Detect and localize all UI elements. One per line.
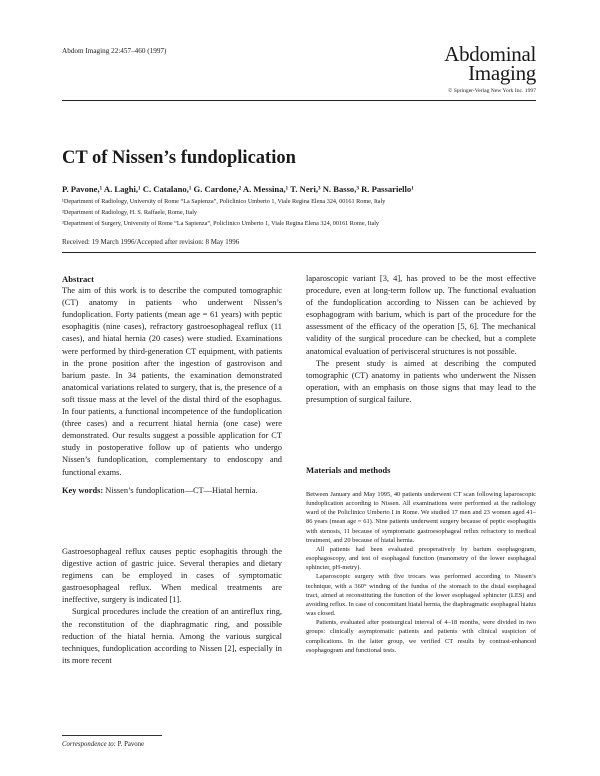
intro-paragraph-2: Surgical procedures include the creation of an antireflux ring, the reconstitution of the diaphragmatic ring, and possible reduction of the hiatal hernia. Among the various surgical techniques, fundoplication according to Nissen [2], especially in its more recent xyxy=(62,607,282,665)
title-block-rule xyxy=(62,252,536,253)
methods-paragraph-2: All patients had been evaluated preoperatively by barium esophagogram, esophagoscopy, and test of esophageal function (manometry of the lower esophageal sphincter, pH-metry). xyxy=(306,545,536,572)
author-list: P. Pavone,¹ A. Laghi,¹ C. Catalano,¹ G. Cardone,² A. Messina,¹ T. Neri,³ N. Basso,³ R. Passariello¹ xyxy=(62,184,414,194)
methods-text xyxy=(306,490,536,655)
correspondence-label: Correspondence to: xyxy=(62,741,116,748)
abstract-block xyxy=(62,273,282,497)
affiliation-1: ¹Department of Radiology, University of Rome “La Sapienza”, Policlinico Umberto 1, Viale Regina Elena 324, 00161 Rome, Italy xyxy=(62,198,386,205)
article-title: CT of Nissen’s fundoplication xyxy=(62,148,296,168)
methods-paragraph-3: Laparoscopic surgery with five trocars was performed according to Nissen’s technique, with a 360° winding of the fundus of the stomach to the distal esophageal tract, aimed at reconstituting the function of the lower esophageal sphincter (LES) and avoiding reflux. In case of concomitant hiatal hernia, the diaphragmatic esophageal hiatus was closed. xyxy=(306,573,536,618)
keywords-label: Key words: xyxy=(62,485,104,495)
methods-heading: Materials and methods xyxy=(306,465,391,475)
methods-paragraph-1: Between January and May 1995, 40 patients underwent CT scan following laparoscopic fundoplication according to Nissen. All examinations were performed at the radiology ward of the Policlinico Umberto I in Rome. We studied 17 men and 23 women aged 41–86 years (mean age = 61). Nine patients underwent surgery because of peptic esophagitis with stenosis, 11 because of symptomatic gastroesophageal reflux refractory to medical treatment, and 20 because of hiatal hernia. xyxy=(306,491,536,544)
correspondence-note xyxy=(62,741,144,748)
keywords-text: Nissen’s fundoplication—CT—Hiatal hernia. xyxy=(105,485,258,495)
affiliation-2: ²Department of Radiology, H. S. Raffaele, Rome, Italy xyxy=(62,209,198,216)
received-dates: Received: 19 March 1996/Accepted after revision: 8 May 1996 xyxy=(62,238,240,246)
journal-logo-line1: Abdominal xyxy=(444,42,536,66)
intro-paragraph-4: The present study is aimed at describing the computed tomographic (CT) anatomy in patients who underwent the Nissen operation, with an emphasis on those signs that may lead to the presumption of surgical failure. xyxy=(306,358,536,404)
journal-logo xyxy=(444,42,536,85)
footnote-rule xyxy=(62,735,162,736)
methods-paragraph-4: Patients, evaluated after postsurgical interval of 4–18 months, were divided in two groups: clinically asymptomatic patients and patients with clinical suspicion of complications. In the latter group, we verified CT results by contrast-enhanced esophagogram and functional tests. xyxy=(306,619,536,654)
journal-logo-line2: Imaging xyxy=(468,61,536,85)
intro-paragraph-1: Gastroesophageal reflux causes peptic esophagitis through the digestive action of gastric juice. Several therapies and dietary regimens can be employed in cases of symptomatic gastroesophageal reflux. When medical treatments are ineffective, surgery is indicated [1]. xyxy=(62,547,282,605)
intro-paragraph-3: laparoscopic variant [3, 4], has proved to be the most effective procedure, even at long-term follow up. The functional evaluation of the fundoplication according to Nissen can be achieved by esophagogram with barium, which is part of the procedure for the assessment of the efficacy of the operation [5, 6]. The mechanical validity of the surgical procedure can be checked, but a complete anatomical evaluation of perivisceral structures is not possible. xyxy=(306,274,536,356)
abstract-text: The aim of this work is to describe the computed tomographic (CT) anatomy in patients who underwent Nissen’s fundoplication. Forty patients (mean age = 61 years) with peptic esophagitis (nine cases), refractory gastroesophageal reflux (11 cases), and hiatal hernia (20 cases) were studied. Examinations were performed by third-generation CT equipment, with patients in the prone position after the ingestion of gastrovison and barium paste. In 34 patients, the examination demonstrated anatomical variations related to surgery, that is, the presence of a soft tissue mass at the level of the distal third of the esophagus. In four patients, a functional incompetence of the fundoplication (three cases) and a recurrent hiatal hernia (one case) were demonstrated. Our results suggest a possible application for CT study in postoperative follow up of patients who undergo Nissen’s fundoplication, complementary to endoscopy and functional exams. xyxy=(62,286,282,477)
header-rule xyxy=(62,100,536,101)
journal-citation: Abdom Imaging 22:457–460 (1997) xyxy=(62,47,167,55)
affiliation-3: ³Department of Surgery, University of Rome “La Sapienza”, Policlinico Umberto 1, Viale Regina Elena 324, 00161 Rome, Italy xyxy=(62,220,380,227)
correspondence-name: P. Pavone xyxy=(117,741,145,748)
copyright-notice: © Springer-Verlag New York Inc. 1997 xyxy=(448,88,536,94)
intro-right xyxy=(306,273,536,406)
methods-section xyxy=(306,464,536,476)
intro-left xyxy=(62,546,282,667)
keywords xyxy=(62,485,282,497)
abstract-heading: Abstract xyxy=(62,274,94,284)
